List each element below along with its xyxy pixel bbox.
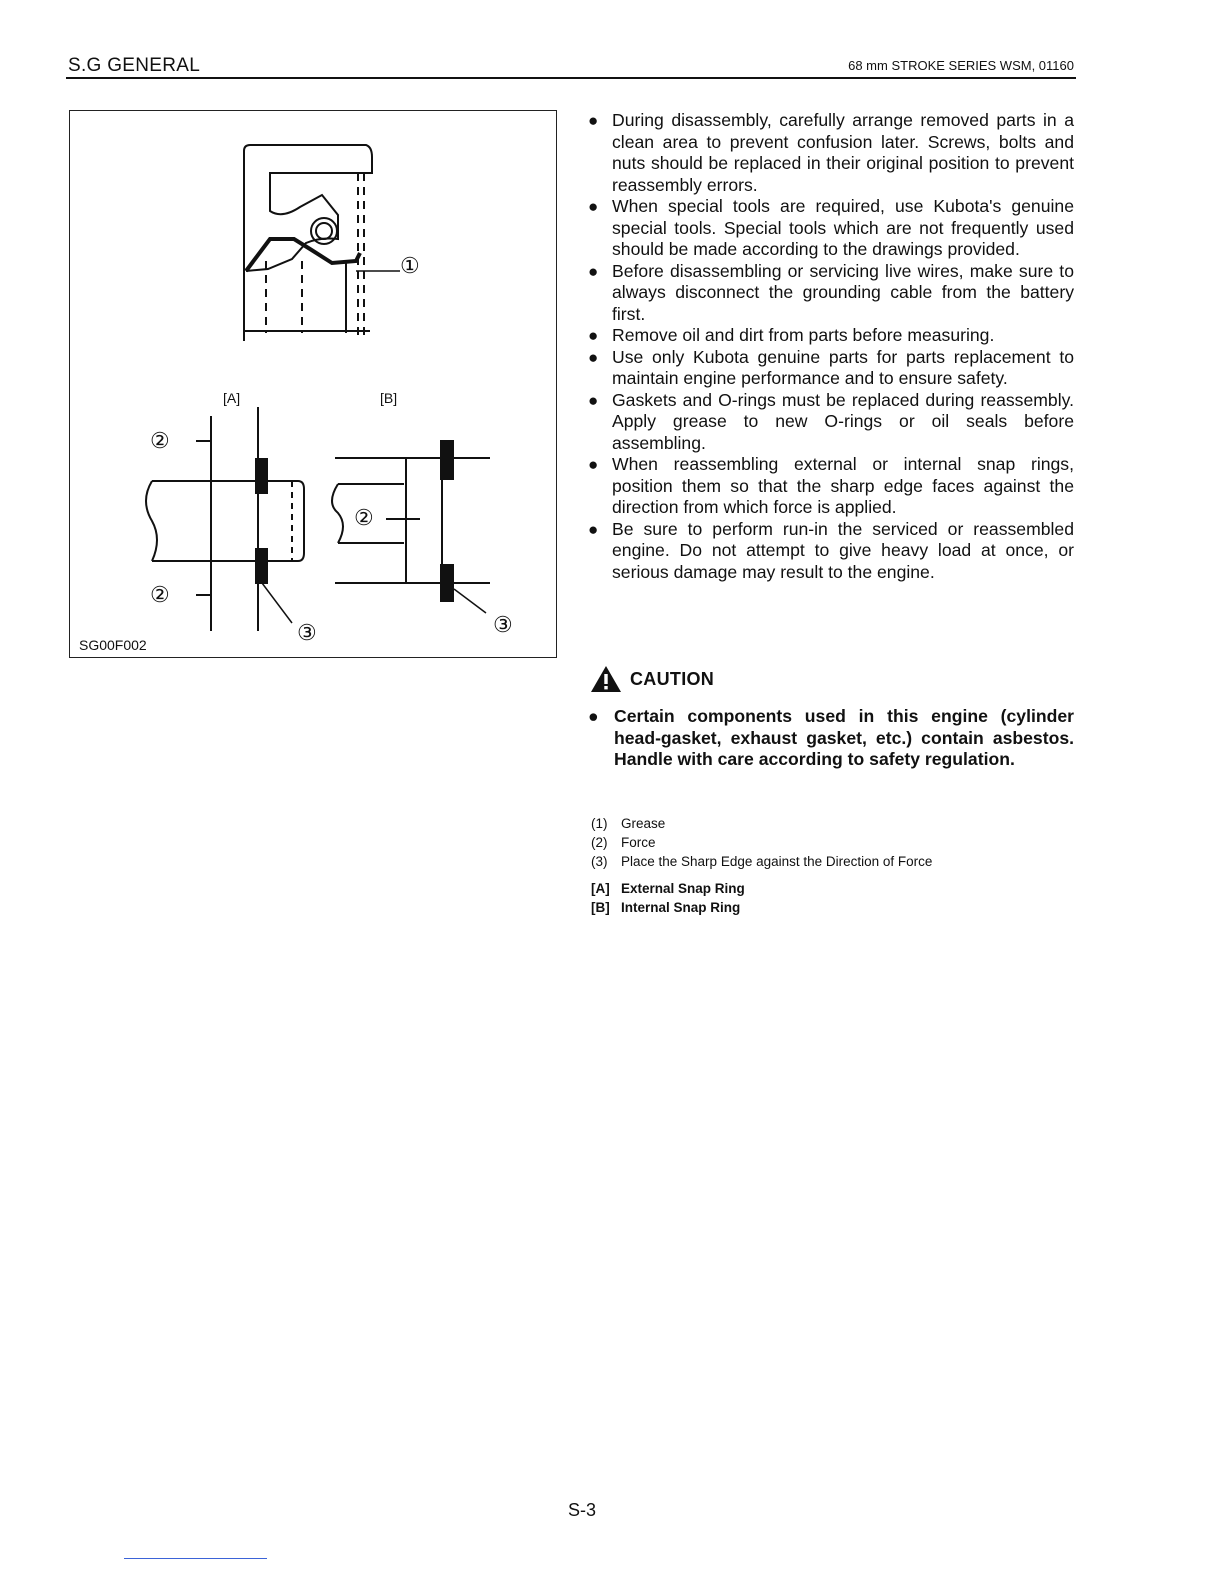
bullet-icon: ● (588, 347, 599, 367)
list-item: ● Before disassembling or servicing live wires, make sure to always disconnect the grounding cable from the battery first. (588, 260, 1074, 324)
legend-item: [A] External Snap Ring (591, 881, 745, 896)
figure-panel (69, 110, 557, 658)
list-item: ● When special tools are required, use Kubota's genuine special tools. Special tools which are not frequently used should be made according to the drawings provided. (588, 196, 1074, 259)
callout-grease: ① (400, 254, 420, 279)
list-item: ● During disassembly, carefully arrange removed parts in a clean area to prevent confusion later. Screws, bolts and nuts should be replaced in their original position to prevent reassembly errors. (588, 110, 1074, 195)
bullet-icon: ● (588, 390, 599, 410)
legend-lettered (591, 879, 745, 917)
legend-item: (3) Place the Sharp Edge against the Direction of Force (591, 854, 933, 869)
label-a: [A] (223, 390, 241, 406)
list-item: ● Be sure to perform run-in the serviced or reassembled engine. Do not attempt to give heavy load at once, or serious damage may result to the engine. (588, 518, 1074, 582)
callout-sharp-edge-a: ③ (297, 621, 317, 646)
callout-force-a-top: ② (150, 429, 170, 454)
legend-item: [B] Internal Snap Ring (591, 900, 741, 915)
snap-ring-diagram (70, 111, 558, 659)
series-label: 68 mm STROKE SERIES WSM, 01160 (848, 58, 1074, 73)
legend-numbered (591, 814, 932, 871)
bullet-icon: ● (588, 111, 599, 130)
instruction-list (588, 110, 1074, 583)
list-item: ● Certain components used in this engine (cylinder head-gasket, exhaust gasket, etc.) contain asbestos. Handle with care according to safety regulation. (588, 706, 1074, 769)
oil-seal-drawing (244, 145, 400, 341)
caution-heading (590, 665, 714, 693)
list-item: ● Gaskets and O-rings must be replaced during reassembly. Apply grease to new O-rings or oil seals before assembling. (588, 389, 1074, 453)
list-item: ● When reassembling external or internal snap rings, position them so that the sharp edge faces against the direction from which force is applied. (588, 454, 1074, 517)
section-title: S.G GENERAL (68, 55, 201, 76)
label-b: [B] (380, 390, 398, 406)
bullet-icon: ● (588, 261, 599, 281)
caution-list (588, 706, 1074, 771)
header-divider (66, 77, 1076, 79)
bullet-icon: ● (588, 197, 599, 216)
figure-code: SG00F002 (79, 637, 147, 653)
callout-force-b: ② (354, 506, 374, 531)
legend-item: (2) Force (591, 835, 656, 850)
footer-link-rule (124, 1558, 267, 1559)
callout-force-a-bottom: ② (150, 583, 170, 608)
bullet-icon: ● (588, 706, 599, 726)
caution-label: CAUTION (630, 668, 715, 689)
bullet-icon: ● (588, 455, 599, 474)
bullet-icon: ● (588, 326, 599, 345)
callout-sharp-edge-b: ③ (493, 613, 513, 638)
page-number: S-3 (568, 1500, 597, 1520)
bullet-icon: ● (588, 519, 599, 539)
list-item: ● Remove oil and dirt from parts before measuring. (588, 325, 995, 345)
list-item: ● Use only Kubota genuine parts for parts replacement to maintain engine performance and to ensure safety. (588, 346, 1074, 388)
legend-item: (1) Grease (591, 816, 666, 831)
warning-triangle-icon (590, 665, 622, 693)
